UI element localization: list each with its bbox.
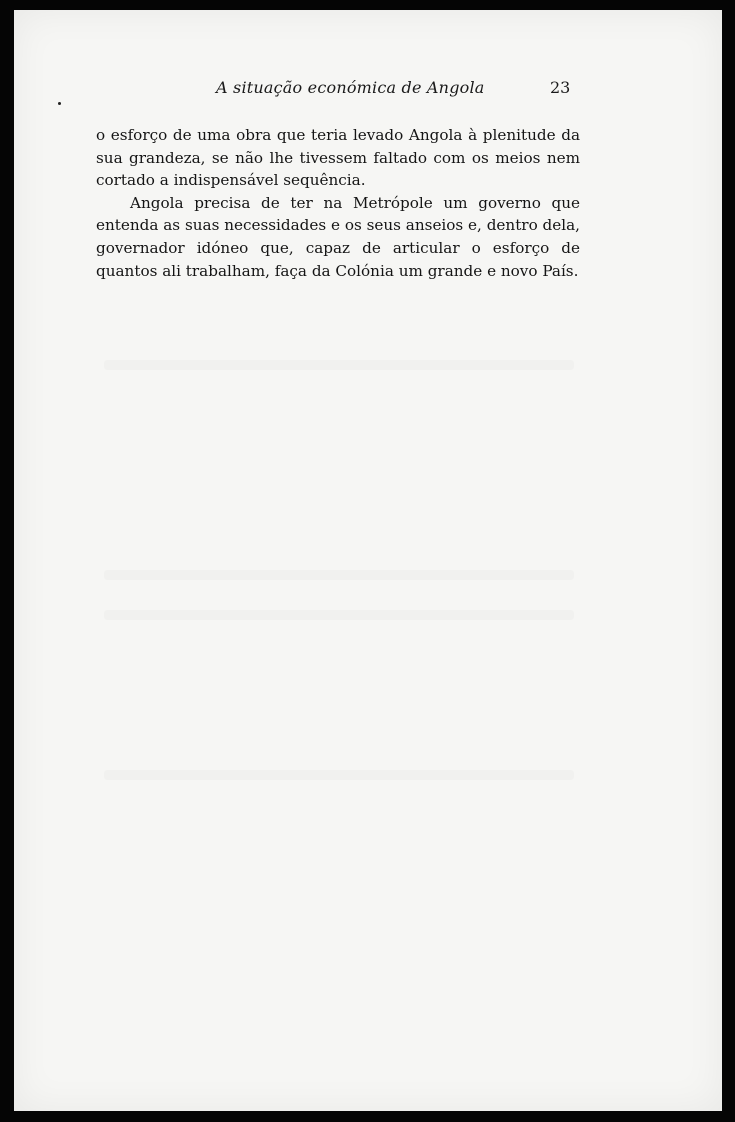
bleed-through-shadow	[104, 360, 574, 370]
running-header	[14, 78, 722, 104]
running-title: A situação económica de Angola	[216, 78, 485, 97]
bleed-through-shadow	[104, 610, 574, 620]
bleed-through-shadow	[104, 770, 574, 780]
paragraph-continuation: o esforço de uma obra que teria levado Angola à plenitude da sua grandeza, se não lhe tivessem faltado com os meios nem cortado a indispensável sequência.	[96, 126, 580, 190]
page-number: 23	[550, 78, 571, 97]
body-text	[96, 124, 580, 282]
bleed-through-shadow	[104, 570, 574, 580]
book-page	[14, 10, 722, 1111]
paragraph: Angola precisa de ter na Metrópole um governo que entenda as suas necessidades e os seus anseios e, dentro dela, governador idóneo que, capaz de articular o esforço de quantos ali trabalham, faça da Colónia um grande e novo País.	[96, 193, 580, 280]
